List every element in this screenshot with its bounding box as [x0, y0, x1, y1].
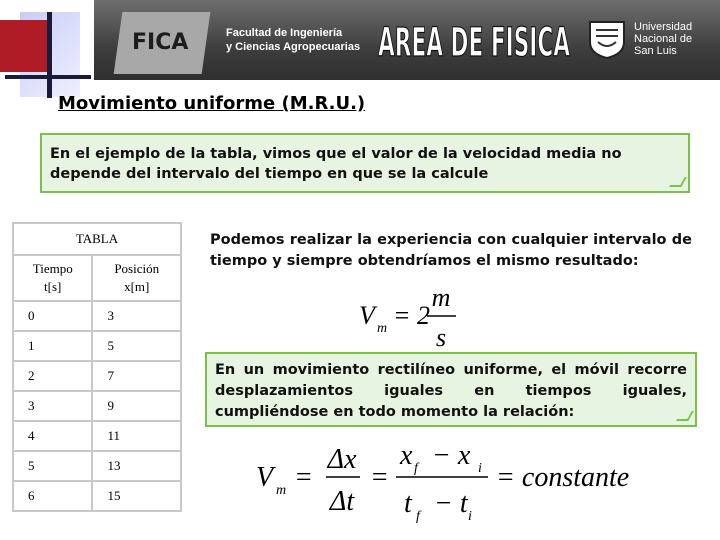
university-name-line3: San Luis	[634, 45, 677, 57]
table-row	[13, 361, 181, 391]
formula2-num-a: x	[400, 440, 413, 471]
formula2-eq2: =	[370, 462, 389, 493]
university-name-line1: Universidad	[634, 21, 693, 33]
table-cell-position: 3	[92, 301, 181, 331]
table-cell-position: 11	[92, 421, 181, 451]
university-name-line2: Nacional de	[634, 33, 693, 45]
area-de-fisica-text: AREA DE FISICA	[378, 20, 571, 64]
table-cell-position: 9	[92, 391, 181, 421]
formula2-frac1-num: Δx	[327, 444, 357, 475]
table-cell-position: 7	[92, 361, 181, 391]
table-cell-time: 5	[13, 451, 92, 481]
formula1-num: m	[431, 283, 451, 312]
formula1-lhs: V	[359, 301, 375, 330]
formula2-num-op: − x	[432, 440, 471, 471]
table-cell-position: 15	[92, 481, 181, 511]
formula1-sub: m	[377, 321, 388, 336]
formula2-den-a-sub: f	[416, 509, 420, 524]
formula2-den-b-sub: i	[468, 509, 472, 524]
table-row	[13, 391, 181, 421]
table-header-time	[13, 255, 92, 301]
formula1-eq: = 2	[393, 301, 431, 330]
velocity-formula	[355, 282, 475, 354]
university-name	[634, 21, 692, 57]
formula2-num-a-sub: f	[414, 461, 418, 476]
slide-title: Movimiento uniforme (M.R.U.)	[58, 93, 366, 114]
table-row	[13, 421, 181, 451]
table-caption: TABLA	[13, 223, 181, 255]
table-cell-time: 1	[13, 331, 92, 361]
table-row	[13, 481, 181, 511]
table-header-time-label: Tiempo	[32, 261, 73, 276]
table-cell-time: 2	[13, 361, 92, 391]
table-row	[13, 331, 181, 361]
table-cell-time: 0	[13, 301, 92, 331]
callout-bottom	[205, 352, 697, 427]
callout-corner-icon	[676, 411, 694, 421]
table-cell-time: 3	[13, 391, 92, 421]
formula1-den: s	[435, 323, 447, 352]
fica-logo-text: FICA	[132, 30, 189, 55]
table-header-time-unit: t[s]	[44, 279, 62, 294]
formula2-den-op: − t	[434, 488, 468, 519]
callout-bottom-text: En un movimiento rectilíneo uniforme, el móvil recorre desplazamientos iguales en tiempos iguales, cumpliéndose en todo momento la relación:	[215, 362, 687, 420]
formula2-frac1-den: Δt	[329, 486, 355, 517]
explanation-paragraph: Podemos realizar la experiencia con cualquier intervalo de tiempo y siempre obtendríamos el mismo resultado:	[210, 232, 692, 269]
mru-formula	[252, 440, 652, 530]
table-row	[13, 301, 181, 331]
callout-top	[40, 133, 690, 193]
table-cell-position: 13	[92, 451, 181, 481]
faculty-name-line2: y Ciencias Agropecuarias	[226, 41, 361, 53]
table-header-position	[92, 255, 181, 301]
callout-top-text: En el ejemplo de la tabla, vimos que el valor de la velocidad media no depende del intervalo del tiempo en que se la calcule	[50, 146, 622, 182]
formula2-num-b-sub: i	[478, 461, 482, 476]
table-row	[13, 451, 181, 481]
decorative-red-square	[0, 20, 52, 72]
table-header-position-unit: x[m]	[124, 279, 150, 294]
formula2-eq: =	[294, 462, 313, 493]
table-cell-position: 5	[92, 331, 181, 361]
table-cell-time: 4	[13, 421, 92, 451]
position-time-table	[12, 222, 182, 512]
decorative-horizontal-line	[5, 75, 91, 79]
callout-corner-icon	[669, 177, 687, 187]
table-header-position-label: Posición	[114, 261, 160, 276]
faculty-name	[226, 26, 360, 54]
decorative-vertical-line	[47, 12, 52, 98]
formula2-lhs-sub: m	[276, 483, 287, 498]
university-shield-icon	[586, 18, 628, 60]
formula2-lhs: V	[256, 462, 274, 493]
table-cell-time: 6	[13, 481, 92, 511]
formula2-rhs: = constante	[496, 462, 630, 493]
faculty-name-line1: Facultad de Ingeniería	[226, 27, 343, 39]
area-de-fisica-logo	[376, 14, 572, 64]
formula2-den-a: t	[404, 488, 412, 519]
